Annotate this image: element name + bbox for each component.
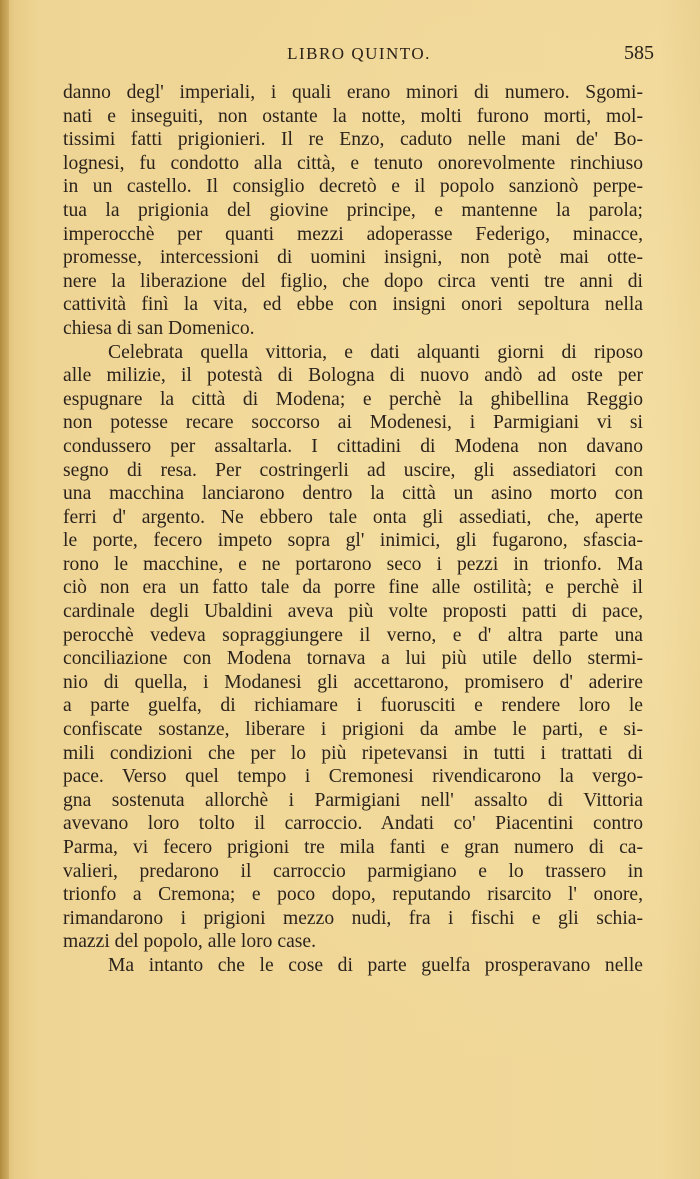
text-line: mazzi del popolo, alle loro case. bbox=[63, 931, 316, 953]
text-line: confiscate sostanze, liberare i prigioni da ambe le parti, e si- bbox=[63, 719, 643, 741]
text-line: a parte guelfa, di richiamare i fuorusciti e rendere loro le bbox=[63, 695, 643, 717]
text-line: non potesse recare soccorso ai Modenesi, i Parmigiani vi si bbox=[63, 412, 643, 434]
text-line: tua la prigionia del giovine principe, e mantenne la parola; bbox=[63, 199, 643, 221]
paragraph bbox=[63, 954, 643, 978]
text-line: avevano loro tolto il carroccio. Andati co' Piacentini contro bbox=[63, 813, 643, 835]
text-line: gna sostenuta allorchè i Parmigiani nell' assalto di Vittoria bbox=[63, 789, 643, 811]
text-line: danno degl' imperiali, i quali erano minori di numero. Sgomi- bbox=[63, 82, 643, 103]
page-header bbox=[64, 42, 654, 70]
text-line: lognesi, fu condotto alla città, e tenuto onorevolmente rinchiuso bbox=[63, 152, 643, 174]
text-line: chiesa di san Domenico. bbox=[63, 317, 255, 339]
text-line: tissimi fatti prigionieri. Il re Enzo, caduto nelle mani de' Bo- bbox=[63, 129, 643, 151]
text-line: espugnare la città di Modena; e perchè la ghibellina Reggio bbox=[63, 388, 643, 410]
page-spine-shadow bbox=[0, 0, 9, 1179]
text-line: imperocchè per quanti mezzi adoperasse Federigo, minacce, bbox=[63, 223, 643, 245]
page-number: 585 bbox=[624, 42, 654, 64]
text-line: conciliazione con Modena tornava a lui più utile dello stermi- bbox=[63, 648, 643, 670]
paragraph bbox=[63, 341, 643, 954]
text-line: promesse, intercessioni di uomini insigni, non potè mai otte- bbox=[63, 247, 643, 269]
text-line: alle milizie, il potestà di Bologna di nuovo andò ad oste per bbox=[63, 365, 643, 387]
body-text bbox=[63, 81, 643, 978]
text-line: cattività finì la vita, ed ebbe con insigni onori sepoltura nella bbox=[63, 294, 643, 316]
text-line: le porte, fecero impeto sopra gl' inimici, gli fugarono, sfascia- bbox=[63, 530, 643, 552]
text-line: nio di quella, i Modanesi gli accettarono, promisero d' aderire bbox=[63, 671, 643, 693]
text-line: ciò non era un fatto tale da porre fine alle ostilità; e perchè il bbox=[63, 577, 643, 599]
text-line: pace. Verso quel tempo i Cremonesi rivendicarono la vergo- bbox=[63, 766, 643, 788]
text-line: nere la liberazione del figlio, che dopo circa venti tre anni di bbox=[63, 270, 643, 292]
text-line: perocchè vedeva sopraggiungere il verno, e d' altra parte una bbox=[63, 624, 643, 646]
text-line: trionfo a Cremona; e poco dopo, reputando risarcito l' onore, bbox=[63, 884, 643, 906]
text-line: cardinale degli Ubaldini aveva più volte proposti patti di pace, bbox=[63, 601, 643, 623]
text-line: in un castello. Il consiglio decretò e il popolo sanzionò perpe- bbox=[63, 176, 643, 198]
text-line: mili condizioni che per lo più ripetevansi in tutti i trattati di bbox=[63, 742, 643, 764]
text-line: Ma intanto che le cose di parte guelfa prosperavano nelle bbox=[108, 954, 643, 976]
text-line: rimandarono i prigioni mezzo nudi, fra i fischi e gli schia- bbox=[63, 907, 643, 929]
text-line: rono le macchine, e ne portarono seco i pezzi in trionfo. Ma bbox=[63, 553, 643, 575]
text-line: ferri d' argento. Ne ebbero tale onta gli assediati, che, aperte bbox=[63, 506, 643, 528]
text-line: Parma, vi fecero prigioni tre mila fanti e gran numero di ca- bbox=[63, 837, 643, 858]
text-line: nati e inseguiti, non ostante la notte, molti furono morti, mol- bbox=[63, 105, 643, 127]
text-line: una macchina lanciarono dentro la città un asino morto con bbox=[63, 483, 643, 505]
running-head: LIBRO QUINTO. bbox=[287, 44, 431, 63]
text-line: segno di resa. Per costringerli ad uscire, gli assediatori con bbox=[63, 459, 643, 481]
text-line: condussero per assaltarla. I cittadini di Modena non davano bbox=[63, 435, 643, 457]
text-line: valieri, predarono il carroccio parmigiano e lo trassero in bbox=[63, 860, 643, 882]
paragraph bbox=[63, 81, 643, 341]
text-line: Celebrata quella vittoria, e dati alquanti giorni di riposo bbox=[108, 341, 643, 363]
